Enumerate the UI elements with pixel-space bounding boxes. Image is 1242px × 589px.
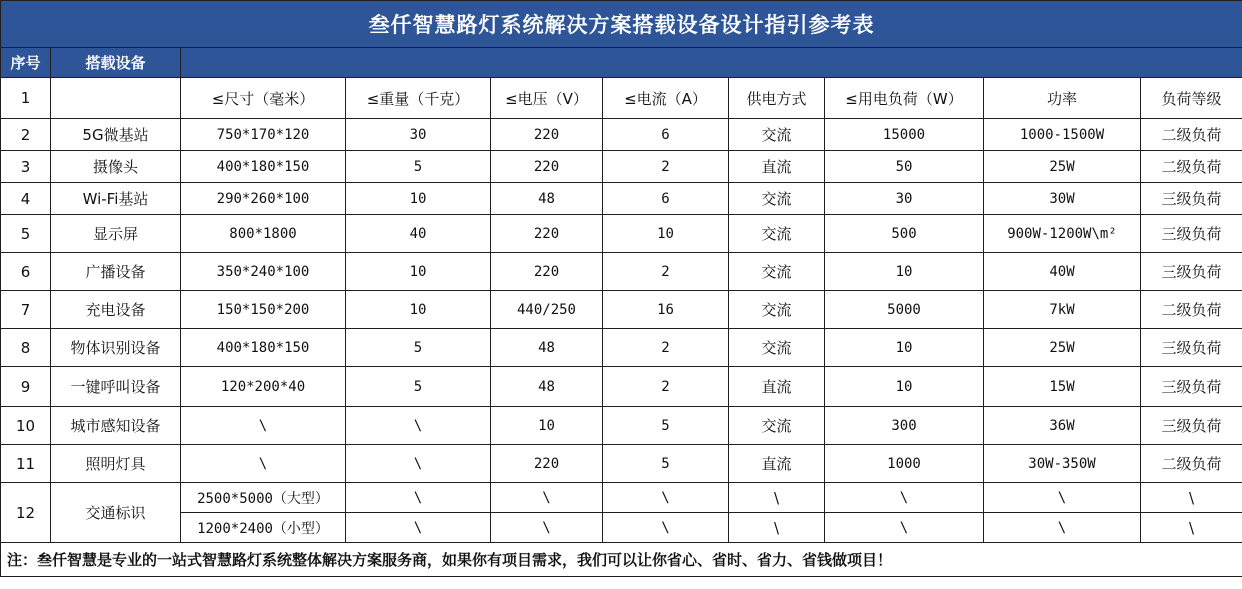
title-row xyxy=(1,1,1242,48)
header-device: 搭载设备 xyxy=(51,48,181,78)
cell-supply: 交流 xyxy=(729,253,825,291)
cell-power: 36W xyxy=(984,407,1141,445)
cell-size: 750*170*120 xyxy=(181,119,346,151)
cell-load: 10 xyxy=(825,367,984,407)
cell-load: 1000 xyxy=(825,445,984,483)
cell-load: 10 xyxy=(825,329,984,367)
cell-power: 7kW xyxy=(984,291,1141,329)
header-row xyxy=(1,48,1242,78)
cell-current: 6 xyxy=(603,183,729,215)
table-row xyxy=(1,329,1242,367)
cell-supply: 直流 xyxy=(729,151,825,183)
table-row xyxy=(1,367,1242,407)
cell-load: 15000 xyxy=(825,119,984,151)
units-index: 1 xyxy=(1,78,51,119)
note-row xyxy=(1,543,1242,577)
cell-power: 1000-1500W xyxy=(984,119,1141,151)
cell-power: 25W xyxy=(984,151,1141,183)
cell-size: 290*260*100 xyxy=(181,183,346,215)
table-row xyxy=(1,445,1242,483)
cell-size: 120*200*40 xyxy=(181,367,346,407)
cell-grade: 三级负荷 xyxy=(1141,407,1242,445)
cell-grade: 二级负荷 xyxy=(1141,119,1242,151)
cell-index: 9 xyxy=(1,367,51,407)
cell-voltage: 220 xyxy=(491,215,603,253)
cell-power: \ xyxy=(984,483,1141,513)
cell-size: 1200*2400（小型） xyxy=(181,513,346,543)
cell-voltage: 220 xyxy=(491,253,603,291)
table-row xyxy=(1,253,1242,291)
units-weight: ≤重量（千克） xyxy=(346,78,491,119)
cell-size: 800*1800 xyxy=(181,215,346,253)
cell-weight: 5 xyxy=(346,367,491,407)
cell-size: 400*180*150 xyxy=(181,151,346,183)
cell-current: \ xyxy=(603,483,729,513)
table-row xyxy=(1,119,1242,151)
cell-load: 300 xyxy=(825,407,984,445)
cell-size: 350*240*100 xyxy=(181,253,346,291)
table-row xyxy=(1,407,1242,445)
cell-size: 2500*5000（大型） xyxy=(181,483,346,513)
cell-voltage: 440/250 xyxy=(491,291,603,329)
cell-power: \ xyxy=(984,513,1141,543)
cell-weight: 10 xyxy=(346,291,491,329)
cell-voltage: \ xyxy=(491,513,603,543)
cell-power: 25W xyxy=(984,329,1141,367)
cell-device: 5G微基站 xyxy=(51,119,181,151)
cell-grade: 三级负荷 xyxy=(1141,253,1242,291)
cell-power: 900W-1200W\m² xyxy=(984,215,1141,253)
cell-voltage: 220 xyxy=(491,119,603,151)
cell-size: \ xyxy=(181,407,346,445)
cell-current: 5 xyxy=(603,407,729,445)
cell-size: 400*180*150 xyxy=(181,329,346,367)
cell-size: 150*150*200 xyxy=(181,291,346,329)
cell-device: Wi-Fi基站 xyxy=(51,183,181,215)
cell-weight: 30 xyxy=(346,119,491,151)
cell-load: \ xyxy=(825,483,984,513)
cell-current: 10 xyxy=(603,215,729,253)
cell-supply: 交流 xyxy=(729,183,825,215)
cell-supply: \ xyxy=(729,483,825,513)
cell-load: 500 xyxy=(825,215,984,253)
cell-voltage: 220 xyxy=(491,445,603,483)
cell-index: 4 xyxy=(1,183,51,215)
cell-supply: 直流 xyxy=(729,367,825,407)
cell-grade: \ xyxy=(1141,513,1242,543)
cell-voltage: 48 xyxy=(491,329,603,367)
cell-index: 6 xyxy=(1,253,51,291)
cell-voltage: 48 xyxy=(491,367,603,407)
cell-index: 11 xyxy=(1,445,51,483)
cell-weight: 10 xyxy=(346,253,491,291)
table-row xyxy=(1,151,1242,183)
cell-voltage: 220 xyxy=(491,151,603,183)
units-supply: 供电方式 xyxy=(729,78,825,119)
cell-supply: 直流 xyxy=(729,445,825,483)
cell-supply: 交流 xyxy=(729,407,825,445)
cell-load: \ xyxy=(825,513,984,543)
units-power: 功率 xyxy=(984,78,1141,119)
cell-voltage: 48 xyxy=(491,183,603,215)
header-blank xyxy=(181,48,1242,78)
table-row xyxy=(1,483,1242,513)
cell-grade: 三级负荷 xyxy=(1141,329,1242,367)
cell-load: 5000 xyxy=(825,291,984,329)
cell-weight: 40 xyxy=(346,215,491,253)
table-row xyxy=(1,513,1242,543)
cell-device: 交通标识 xyxy=(51,483,181,543)
units-load: ≤用电负荷（W） xyxy=(825,78,984,119)
cell-current: 2 xyxy=(603,151,729,183)
cell-weight: 5 xyxy=(346,151,491,183)
cell-load: 50 xyxy=(825,151,984,183)
cell-index: 8 xyxy=(1,329,51,367)
cell-supply: 交流 xyxy=(729,215,825,253)
table-row xyxy=(1,183,1242,215)
cell-supply: 交流 xyxy=(729,291,825,329)
cell-power: 30W-350W xyxy=(984,445,1141,483)
cell-supply: 交流 xyxy=(729,329,825,367)
cell-current: 2 xyxy=(603,367,729,407)
cell-weight: \ xyxy=(346,445,491,483)
cell-load: 10 xyxy=(825,253,984,291)
cell-voltage: \ xyxy=(491,483,603,513)
cell-grade: 二级负荷 xyxy=(1141,151,1242,183)
cell-current: 16 xyxy=(603,291,729,329)
cell-index: 10 xyxy=(1,407,51,445)
footnote: 注：叁仟智慧是专业的一站式智慧路灯系统整体解决方案服务商，如果你有项目需求，我们可以让你省心、省时、省力、省钱做项目！ xyxy=(1,543,1242,577)
cell-power: 30W xyxy=(984,183,1141,215)
cell-index: 3 xyxy=(1,151,51,183)
cell-supply: \ xyxy=(729,513,825,543)
cell-current: 6 xyxy=(603,119,729,151)
cell-device: 充电设备 xyxy=(51,291,181,329)
cell-grade: 二级负荷 xyxy=(1141,291,1242,329)
table-row xyxy=(1,215,1242,253)
cell-device: 一键呼叫设备 xyxy=(51,367,181,407)
cell-device: 城市感知设备 xyxy=(51,407,181,445)
table-row xyxy=(1,291,1242,329)
cell-current: 2 xyxy=(603,253,729,291)
cell-grade: 三级负荷 xyxy=(1141,183,1242,215)
units-size: ≤尺寸（毫米） xyxy=(181,78,346,119)
units-device xyxy=(51,78,181,119)
cell-weight: \ xyxy=(346,483,491,513)
cell-supply: 交流 xyxy=(729,119,825,151)
cell-index: 12 xyxy=(1,483,51,543)
cell-weight: 5 xyxy=(346,329,491,367)
cell-grade: 二级负荷 xyxy=(1141,445,1242,483)
table-title: 叁仟智慧路灯系统解决方案搭载设备设计指引参考表 xyxy=(1,1,1242,48)
cell-size: \ xyxy=(181,445,346,483)
cell-weight: 10 xyxy=(346,183,491,215)
cell-index: 7 xyxy=(1,291,51,329)
cell-weight: \ xyxy=(346,513,491,543)
cell-device: 物体识别设备 xyxy=(51,329,181,367)
cell-grade: 三级负荷 xyxy=(1141,215,1242,253)
cell-device: 摄像头 xyxy=(51,151,181,183)
cell-device: 广播设备 xyxy=(51,253,181,291)
cell-power: 40W xyxy=(984,253,1141,291)
units-voltage: ≤电压（V） xyxy=(491,78,603,119)
cell-power: 15W xyxy=(984,367,1141,407)
cell-voltage: 10 xyxy=(491,407,603,445)
cell-index: 5 xyxy=(1,215,51,253)
units-grade: 负荷等级 xyxy=(1141,78,1242,119)
header-index: 序号 xyxy=(1,48,51,78)
cell-weight: \ xyxy=(346,407,491,445)
cell-current: \ xyxy=(603,513,729,543)
cell-device: 显示屏 xyxy=(51,215,181,253)
cell-load: 30 xyxy=(825,183,984,215)
cell-device: 照明灯具 xyxy=(51,445,181,483)
cell-grade: \ xyxy=(1141,483,1242,513)
cell-current: 5 xyxy=(603,445,729,483)
cell-index: 2 xyxy=(1,119,51,151)
cell-grade: 三级负荷 xyxy=(1141,367,1242,407)
units-current: ≤电流（A） xyxy=(603,78,729,119)
units-row xyxy=(1,78,1242,119)
cell-current: 2 xyxy=(603,329,729,367)
